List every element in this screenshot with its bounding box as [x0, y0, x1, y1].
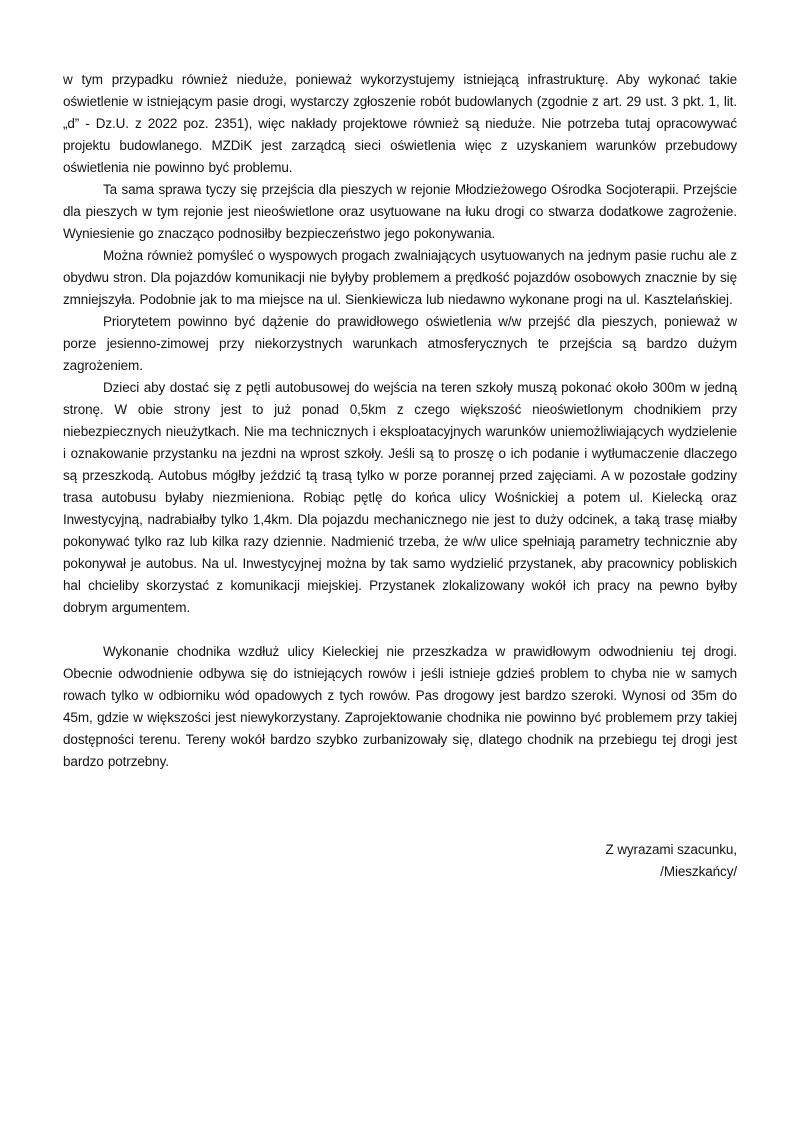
- signatory: /Mieszkańcy/: [660, 864, 737, 879]
- signature-block: [63, 839, 737, 883]
- paragraph-sidewalk-drainage: Wykonanie chodnika wzdłuż ulicy Kieleckiej nie przeszkadza w prawidłowym odwodnieniu tej drogi. Obecnie odwodnienie odbywa się do istniejących rowów i jeśli istnieje gdzieś problem to chyba nie w samych rowach tylko w odbiorniku wód opadowych z tych rowów. Pas drogowy jest bardzo szeroki. Wynosi od 35m do 45m, gdzie w większości jest niewykorzystany. Zaprojektowanie chodnika nie powinno być problemem przy takiej dostępności terenu. Tereny wokół bardzo szybko zurbanizowały się, dlatego chodnik na przebiegu tej drogi jest bardzo potrzebny.: [63, 644, 737, 769]
- paragraph-bus-loop-school-route: Dzieci aby dostać się z pętli autobusowej do wejścia na teren szkoły muszą pokonać około 300m w jedną stronę. W obie strony jest to już ponad 0,5km z czego większość nieoświetlonym chodnikiem przy niebezpiecznych nieużytkach. Nie ma technicznych i eksploatacyjnych warunków uniemożliwiających wydzielenie i oznakowanie przystanku na jezdni na wprost szkoły. Jeśli są to proszę o ich podanie i wytłumaczenie dlaczego są przeszkodą. Autobus mógłby jeździć tą trasą tylko w porze porannej przed zajęciami. A w pozostałe godziny trasa autobusu byłaby niezmieniona. Robiąc pętlę do końca ulicy Wośnickiej a potem ul. Kielecką oraz Inwestycyjną, nadrabiałby tylko 1,4km. Dla pojazdu mechanicznego nie jest to duży odcinek, a taką trasę miałby pokonywać tylko raz lub kilka razy dziennie. Nadmienić trzeba, że w/w ulice spełniają parametry technicznie aby pokonywał je autobus. Na ul. Inwestycyjnej można by tak samo wydzielić przystanek, aby pracownicy pobliskich hal chcieliby skorzystać z komunikacji miejskiej. Przystanek zlokalizowany wokół ich pracy na pewno byłby dobrym argumentem.: [63, 380, 737, 615]
- paragraph-pedestrian-crossing-socjoterapia: Ta sama sprawa tyczy się przejścia dla pieszych w rejonie Młodzieżowego Ośrodka Socjoterapii. Przejście dla pieszych w tym rejonie jest nieoświetlone oraz usytuowane na łuku drogi co stwarza dodatkowe zagrożenie. Wyniesienie go znacząco podnosiłby bezpieczeństwo jego pokonywania.: [63, 182, 737, 241]
- paragraph-lighting-costs: w tym przypadku również nieduże, ponieważ wykorzystujemy istniejącą infrastrukturę. Aby wykonać takie oświetlenie w istniejącym pasie drogi, wystarczy zgłoszenie robót budowlanych (zgodnie z art. 29 ust. 3 pkt. 1, lit. „d” - Dz.U. z 2022 poz. 2351), więc nakłady projektowe również są nieduże. Nie potrzeba tutaj opracowywać projektu budowlanego. MZDiK jest zarządcą sieci oświetlenia więc z uzyskaniem warunków przebudowy oświetlenia nie powinno być problemu.: [63, 72, 737, 175]
- paragraph-speed-bumps: Można również pomyśleć o wyspowych progach zwalniających usytuowanych na jednym pasie ruchu ale z obydwu stron. Dla pojazdów komunikacji nie byłyby problemem a prędkość pojazdów osobowych znacznie by się zmniejszyła. Podobnie jak to ma miejsce na ul. Sienkiewicza lub niedawno wykonane progi na ul. Kasztelańskiej.: [63, 248, 737, 307]
- closing-phrase: Z wyrazami szacunku,: [605, 842, 737, 857]
- paragraph-lighting-priority: Priorytetem powinno być dążenie do prawidłowego oświetlenia w/w przejść dla pieszych, ponieważ w porze jesienno-zimowej przy niekorzystnych warunkach atmosferycznych te przejścia są bardzo dużym zagrożeniem.: [63, 314, 737, 373]
